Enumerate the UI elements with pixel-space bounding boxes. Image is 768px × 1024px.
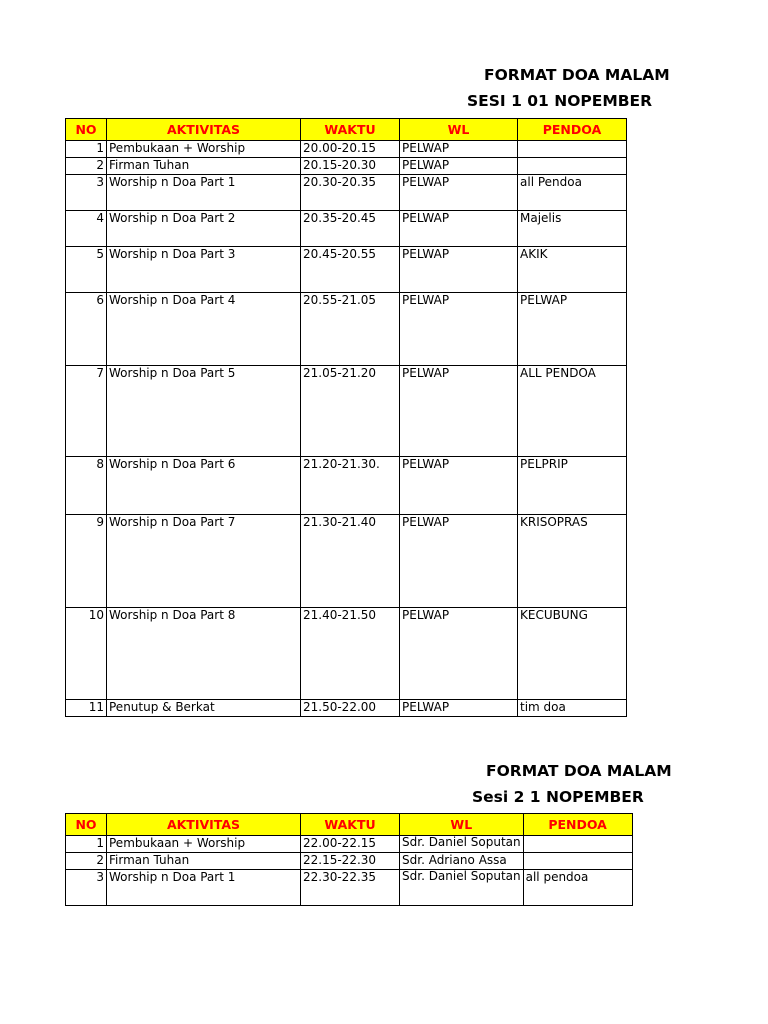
header-waktu: WAKTU bbox=[301, 814, 400, 836]
cell-pendoa bbox=[518, 158, 627, 175]
cell-wl: Sdr. Adriano Assa bbox=[400, 853, 524, 870]
cell-aktivitas: Worship n Doa Part 4 bbox=[107, 293, 301, 366]
header-no: NO bbox=[66, 119, 107, 141]
table-row bbox=[66, 515, 627, 608]
cell-aktivitas: Worship n Doa Part 3 bbox=[107, 247, 301, 293]
cell-no: 3 bbox=[66, 870, 107, 906]
header-aktivitas: AKTIVITAS bbox=[107, 814, 301, 836]
cell-waktu: 20.45-20.55 bbox=[301, 247, 400, 293]
cell-wl: PELWAP bbox=[400, 247, 518, 293]
cell-pendoa bbox=[523, 853, 632, 870]
cell-wl: Sdr. Daniel Soputan bbox=[400, 836, 524, 853]
cell-pendoa: AKIK bbox=[518, 247, 627, 293]
section-1-subtitle: SESI 1 01 NOPEMBER bbox=[467, 92, 653, 110]
cell-wl: PELWAP bbox=[400, 366, 518, 457]
cell-wl: PELWAP bbox=[400, 293, 518, 366]
section-2-title: FORMAT DOA MALAM bbox=[486, 762, 672, 780]
cell-aktivitas: Pembukaan + Worship bbox=[107, 836, 301, 853]
cell-pendoa bbox=[518, 141, 627, 158]
cell-no: 2 bbox=[66, 853, 107, 870]
cell-wl: PELWAP bbox=[400, 141, 518, 158]
cell-waktu: 20.55-21.05 bbox=[301, 293, 400, 366]
header-no: NO bbox=[66, 814, 107, 836]
cell-no: 3 bbox=[66, 175, 107, 211]
cell-wl: PELWAP bbox=[400, 211, 518, 247]
cell-no: 7 bbox=[66, 366, 107, 457]
table-header-row bbox=[66, 814, 633, 836]
cell-wl: PELWAP bbox=[400, 700, 518, 717]
section-1-title: FORMAT DOA MALAM bbox=[484, 66, 670, 84]
cell-aktivitas: Worship n Doa Part 5 bbox=[107, 366, 301, 457]
section-1-table bbox=[65, 118, 627, 717]
cell-waktu: 21.20-21.30. bbox=[301, 457, 400, 515]
cell-waktu: 22.30-22.35 bbox=[301, 870, 400, 906]
header-pendoa: PENDOA bbox=[518, 119, 627, 141]
cell-waktu: 21.05-21.20 bbox=[301, 366, 400, 457]
cell-wl: PELWAP bbox=[400, 457, 518, 515]
cell-wl: Sdr. Daniel Soputan bbox=[400, 870, 524, 906]
header-wl: WL bbox=[400, 814, 524, 836]
table-row bbox=[66, 293, 627, 366]
cell-pendoa bbox=[523, 836, 632, 853]
cell-wl: PELWAP bbox=[400, 608, 518, 700]
table-row bbox=[66, 608, 627, 700]
cell-waktu: 21.50-22.00 bbox=[301, 700, 400, 717]
cell-aktivitas: Worship n Doa Part 7 bbox=[107, 515, 301, 608]
cell-aktivitas: Penutup & Berkat bbox=[107, 700, 301, 717]
cell-waktu: 22.15-22.30 bbox=[301, 853, 400, 870]
cell-aktivitas: Pembukaan + Worship bbox=[107, 141, 301, 158]
cell-waktu: 20.15-20.30 bbox=[301, 158, 400, 175]
table-row bbox=[66, 836, 633, 853]
table-header-row bbox=[66, 119, 627, 141]
cell-no: 6 bbox=[66, 293, 107, 366]
header-wl: WL bbox=[400, 119, 518, 141]
cell-no: 4 bbox=[66, 211, 107, 247]
cell-pendoa: ALL PENDOA bbox=[518, 366, 627, 457]
cell-no: 11 bbox=[66, 700, 107, 717]
cell-waktu: 20.00-20.15 bbox=[301, 141, 400, 158]
cell-aktivitas: Worship n Doa Part 1 bbox=[107, 870, 301, 906]
cell-no: 9 bbox=[66, 515, 107, 608]
table-row bbox=[66, 366, 627, 457]
table-row bbox=[66, 853, 633, 870]
cell-aktivitas: Worship n Doa Part 1 bbox=[107, 175, 301, 211]
table-row bbox=[66, 141, 627, 158]
cell-pendoa: PELWAP bbox=[518, 293, 627, 366]
cell-waktu: 22.00-22.15 bbox=[301, 836, 400, 853]
cell-pendoa: Majelis bbox=[518, 211, 627, 247]
cell-aktivitas: Firman Tuhan bbox=[107, 853, 301, 870]
table-row bbox=[66, 870, 633, 906]
cell-aktivitas: Worship n Doa Part 8 bbox=[107, 608, 301, 700]
cell-waktu: 20.30-20.35 bbox=[301, 175, 400, 211]
table-row bbox=[66, 175, 627, 211]
cell-no: 2 bbox=[66, 158, 107, 175]
cell-pendoa: all Pendoa bbox=[518, 175, 627, 211]
table-row bbox=[66, 247, 627, 293]
cell-waktu: 20.35-20.45 bbox=[301, 211, 400, 247]
cell-pendoa: KRISOPRAS bbox=[518, 515, 627, 608]
cell-waktu: 21.30-21.40 bbox=[301, 515, 400, 608]
cell-pendoa: tim doa bbox=[518, 700, 627, 717]
cell-wl: PELWAP bbox=[400, 158, 518, 175]
section-2-table bbox=[65, 813, 633, 906]
cell-no: 5 bbox=[66, 247, 107, 293]
cell-wl: PELWAP bbox=[400, 515, 518, 608]
cell-aktivitas: Worship n Doa Part 6 bbox=[107, 457, 301, 515]
cell-no: 8 bbox=[66, 457, 107, 515]
cell-aktivitas: Firman Tuhan bbox=[107, 158, 301, 175]
cell-no: 10 bbox=[66, 608, 107, 700]
cell-pendoa: all pendoa bbox=[523, 870, 632, 906]
table-row bbox=[66, 700, 627, 717]
section-2-subtitle: Sesi 2 1 NOPEMBER bbox=[472, 788, 644, 806]
table-row bbox=[66, 158, 627, 175]
cell-no: 1 bbox=[66, 141, 107, 158]
table-row bbox=[66, 457, 627, 515]
cell-waktu: 21.40-21.50 bbox=[301, 608, 400, 700]
header-pendoa: PENDOA bbox=[523, 814, 632, 836]
cell-wl: PELWAP bbox=[400, 175, 518, 211]
table-row bbox=[66, 211, 627, 247]
header-waktu: WAKTU bbox=[301, 119, 400, 141]
cell-pendoa: KECUBUNG bbox=[518, 608, 627, 700]
cell-pendoa: PELPRIP bbox=[518, 457, 627, 515]
header-aktivitas: AKTIVITAS bbox=[107, 119, 301, 141]
cell-no: 1 bbox=[66, 836, 107, 853]
cell-aktivitas: Worship n Doa Part 2 bbox=[107, 211, 301, 247]
